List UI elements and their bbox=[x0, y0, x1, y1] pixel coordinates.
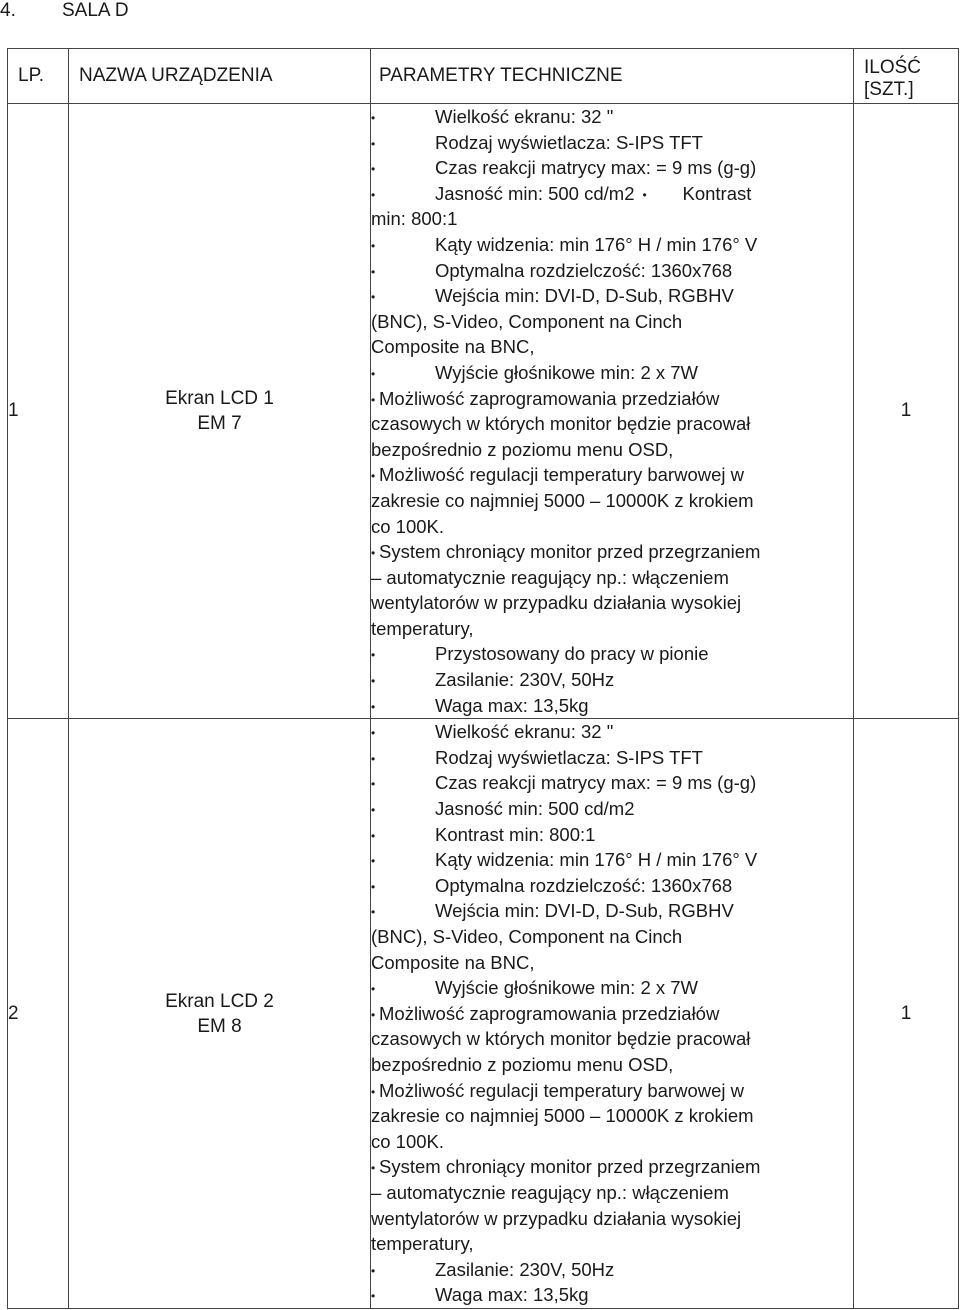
parameter-line bbox=[371, 411, 853, 437]
parameter-text: zakresie co najmniej 5000 – 10000K z krokiem bbox=[371, 489, 754, 511]
bullet-icon: • bbox=[371, 674, 376, 689]
bullet-icon: • bbox=[371, 136, 376, 151]
parameter-line bbox=[371, 1231, 853, 1257]
parameter-line bbox=[371, 334, 853, 360]
parameter-text: Wyjście głośnikowe min: 2 x 7W bbox=[435, 977, 699, 999]
parameter-text: Optymalna rozdzielczość: 1360x768 bbox=[435, 259, 733, 281]
bullet-icon: • bbox=[371, 777, 376, 792]
parameter-text: Composite na BNC, bbox=[371, 951, 535, 973]
parameter-text: Czas reakcji matrycy max: = 9 ms (g-g) bbox=[435, 157, 757, 179]
device-name-line2: EM 7 bbox=[197, 413, 242, 435]
bullet-icon: • bbox=[371, 546, 376, 561]
bullet-icon: • bbox=[371, 111, 376, 125]
table-row bbox=[8, 104, 959, 719]
parameter-line bbox=[371, 770, 853, 796]
parameter-list bbox=[371, 104, 854, 719]
bullet-icon: • bbox=[371, 803, 376, 818]
parameter-line bbox=[371, 693, 853, 719]
parameter-line bbox=[371, 386, 853, 412]
bullet-icon: • bbox=[371, 187, 376, 202]
header-device-name: NAZWA URZĄDZENIA bbox=[69, 49, 371, 104]
parameter-text: Jasność min: 500 cd/m2 bbox=[435, 798, 635, 820]
parameter-line bbox=[371, 488, 853, 514]
parameter-line bbox=[371, 1129, 853, 1155]
parameter-text: Możliwość zaprogramowania przedziałów bbox=[379, 387, 720, 409]
section-number: 4. bbox=[0, 0, 16, 21]
parameter-text: Kąty widzenia: min 176° H / min 176° V bbox=[435, 849, 758, 871]
device-name-line2: EM 8 bbox=[197, 1015, 242, 1037]
header-technical-parameters: PARAMETRY TECHNICZNE bbox=[371, 49, 854, 104]
parameter-line bbox=[371, 1206, 853, 1232]
parameter-text: Wielkość ekranu: 32 " bbox=[435, 106, 614, 127]
bullet-icon: • bbox=[371, 1007, 376, 1022]
header-quantity-line2: [SZT.] bbox=[864, 79, 914, 100]
parameter-text: – automatycznie reagujący np.: włączeniem bbox=[371, 1181, 729, 1203]
bullet-icon: • bbox=[371, 648, 376, 663]
parameter-line bbox=[371, 745, 853, 771]
parameter-line bbox=[371, 641, 853, 667]
bullet-icon: • bbox=[371, 1263, 376, 1278]
parameter-line bbox=[371, 1154, 853, 1180]
bullet-icon: • bbox=[371, 1161, 376, 1176]
parameter-text: Waga max: 13,5kg bbox=[435, 1284, 589, 1306]
device-name-line1: Ekran LCD 2 bbox=[165, 990, 274, 1012]
row-number: 2 bbox=[8, 719, 69, 1309]
parameter-line bbox=[371, 924, 853, 950]
parameter-line bbox=[371, 437, 853, 463]
parameter-text: Możliwość regulacji temperatury barwowej w bbox=[379, 464, 744, 486]
parameter-text: Kąty widzenia: min 176° H / min 176° V bbox=[435, 233, 758, 255]
bullet-icon: • bbox=[371, 469, 376, 484]
parameter-text: Kontrast bbox=[682, 182, 752, 204]
parameter-line bbox=[371, 514, 853, 540]
parameter-text: Wejścia min: DVI-D, D-Sub, RGBHV bbox=[435, 900, 734, 922]
parameter-line bbox=[371, 130, 853, 156]
parameter-text: zakresie co najmniej 5000 – 10000K z krokiem bbox=[371, 1105, 754, 1127]
parameter-line bbox=[371, 232, 853, 258]
parameter-line bbox=[371, 1001, 853, 1027]
parameter-line bbox=[371, 1282, 853, 1308]
bullet-icon: • bbox=[371, 751, 376, 766]
parameter-line bbox=[371, 1180, 853, 1206]
bullet-icon: • bbox=[642, 187, 647, 202]
parameter-line bbox=[371, 283, 853, 309]
parameter-text: czasowych w których monitor będzie pracował bbox=[371, 413, 751, 435]
parameter-line bbox=[371, 258, 853, 284]
parameter-text: Możliwość regulacji temperatury barwowej w bbox=[379, 1079, 744, 1101]
parameter-line bbox=[371, 873, 853, 899]
device-name bbox=[69, 104, 371, 719]
table-header-row bbox=[8, 49, 959, 104]
parameter-text: bezpośrednio z poziomu menu OSD, bbox=[371, 438, 674, 460]
parameter-line bbox=[371, 155, 853, 181]
parameter-text: co 100K. bbox=[371, 1130, 445, 1152]
parameter-text: temperatury, bbox=[371, 617, 474, 639]
parameter-text: Optymalna rozdzielczość: 1360x768 bbox=[435, 874, 733, 896]
bullet-icon: • bbox=[371, 1084, 376, 1099]
parameter-line bbox=[371, 1257, 853, 1283]
bullet-icon: • bbox=[371, 264, 376, 279]
bullet-icon: • bbox=[371, 290, 376, 305]
parameter-text: Rodzaj wyświetlacza: S-IPS TFT bbox=[435, 746, 703, 768]
parameter-line bbox=[371, 181, 853, 207]
bullet-icon: • bbox=[371, 905, 376, 920]
bullet-icon: • bbox=[371, 828, 376, 843]
parameter-text: Wyjście głośnikowe min: 2 x 7W bbox=[435, 361, 699, 383]
bullet-icon: • bbox=[371, 982, 376, 997]
parameter-text: Waga max: 13,5kg bbox=[435, 694, 589, 716]
parameter-line bbox=[371, 975, 853, 1001]
parameter-text: Kontrast min: 800:1 bbox=[435, 823, 596, 845]
quantity-value: 1 bbox=[854, 104, 959, 719]
table-row bbox=[8, 719, 959, 1309]
parameter-text: Wielkość ekranu: 32 " bbox=[435, 721, 614, 743]
device-name bbox=[69, 719, 371, 1309]
parameter-text: Zasilanie: 230V, 50Hz bbox=[435, 1258, 615, 1280]
parameter-line bbox=[371, 719, 853, 745]
bullet-icon: • bbox=[371, 366, 376, 381]
parameter-line bbox=[371, 616, 853, 642]
row-number: 1 bbox=[8, 104, 69, 719]
equipment-table bbox=[7, 48, 959, 1309]
parameter-text: Zasilanie: 230V, 50Hz bbox=[435, 669, 615, 691]
parameter-line bbox=[371, 590, 853, 616]
parameter-text: Jasność min: 500 cd/m2 bbox=[435, 182, 635, 204]
header-quantity bbox=[854, 49, 959, 104]
bullet-icon: • bbox=[371, 1289, 376, 1304]
parameter-line bbox=[371, 360, 853, 386]
parameter-list bbox=[371, 719, 854, 1309]
header-lp: LP. bbox=[8, 49, 69, 104]
parameter-text: Composite na BNC, bbox=[371, 336, 535, 358]
parameter-line bbox=[371, 539, 853, 565]
bullet-icon: • bbox=[371, 726, 376, 741]
parameter-text: min: 800:1 bbox=[371, 208, 458, 230]
parameter-line bbox=[371, 1103, 853, 1129]
parameter-text: (BNC), S-Video, Component na Cinch bbox=[371, 310, 683, 332]
parameter-text: wentylatorów w przypadku działania wysokiej bbox=[371, 592, 742, 614]
parameter-text: czasowych w których monitor będzie pracował bbox=[371, 1028, 751, 1050]
parameter-line bbox=[371, 309, 853, 335]
device-name-line1: Ekran LCD 1 bbox=[165, 388, 274, 410]
parameter-text: Możliwość zaprogramowania przedziałów bbox=[379, 1002, 720, 1024]
parameter-line bbox=[371, 565, 853, 591]
parameter-text: Przystosowany do pracy w pionie bbox=[435, 643, 709, 665]
parameter-line bbox=[371, 1052, 853, 1078]
bullet-icon: • bbox=[371, 162, 376, 177]
parameter-text: co 100K. bbox=[371, 515, 445, 537]
parameter-text: bezpośrednio z poziomu menu OSD, bbox=[371, 1053, 674, 1075]
parameter-line bbox=[371, 1078, 853, 1104]
parameter-text: (BNC), S-Video, Component na Cinch bbox=[371, 926, 683, 947]
parameter-line bbox=[371, 104, 853, 130]
parameter-line bbox=[371, 206, 853, 232]
parameter-text: Rodzaj wyświetlacza: S-IPS TFT bbox=[435, 131, 703, 153]
parameter-line bbox=[371, 847, 853, 873]
bullet-icon: • bbox=[371, 854, 376, 869]
parameter-line bbox=[371, 667, 853, 693]
quantity-value: 1 bbox=[854, 719, 959, 1309]
bullet-icon: • bbox=[371, 699, 376, 714]
parameter-line bbox=[371, 822, 853, 848]
parameter-text: System chroniący monitor przed przegrzaniem bbox=[379, 541, 761, 563]
parameter-text: temperatury, bbox=[371, 1233, 474, 1255]
parameter-text: Wejścia min: DVI-D, D-Sub, RGBHV bbox=[435, 285, 734, 307]
bullet-icon: • bbox=[371, 879, 376, 894]
bullet-icon: • bbox=[371, 238, 376, 253]
parameter-line bbox=[371, 898, 853, 924]
section-title: SALA D bbox=[62, 0, 129, 21]
parameter-text: Czas reakcji matrycy max: = 9 ms (g-g) bbox=[435, 772, 757, 794]
parameter-text: System chroniący monitor przed przegrzaniem bbox=[379, 1156, 761, 1178]
parameter-text: – automatycznie reagujący np.: włączeniem bbox=[371, 566, 729, 588]
bullet-icon: • bbox=[371, 392, 376, 407]
parameter-line bbox=[371, 462, 853, 488]
parameter-line bbox=[371, 796, 853, 822]
parameter-line bbox=[371, 1026, 853, 1052]
parameter-text: wentylatorów w przypadku działania wysokiej bbox=[371, 1207, 742, 1229]
header-quantity-line1: ILOŚĆ bbox=[864, 57, 922, 78]
parameter-line bbox=[371, 950, 853, 976]
